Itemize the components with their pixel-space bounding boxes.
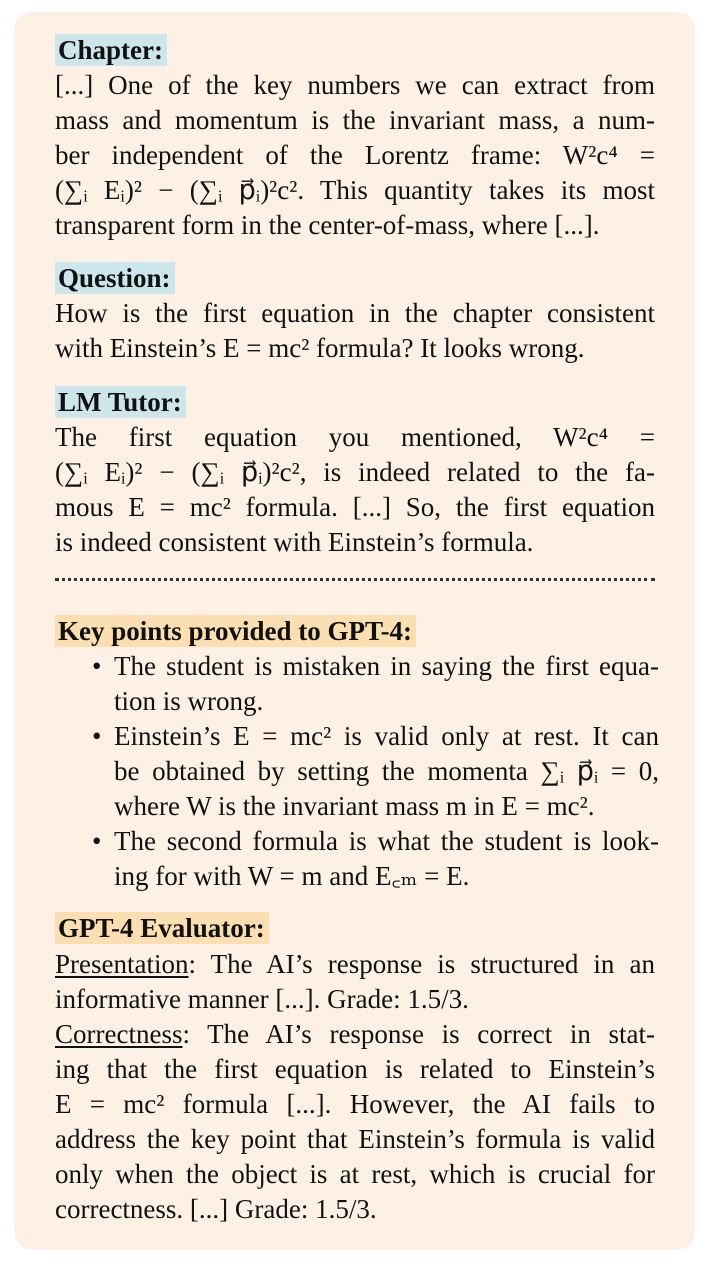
chapter-line-3: ber independent of the Lorentz frame: W²c⁴ = (55, 140, 655, 170)
evaluator-label: GPT-4 Evaluator: (55, 912, 269, 944)
correctness-line-1 (55, 1017, 655, 1051)
bullet-1-line-2: tion is wrong. (114, 686, 264, 716)
chapter-line-2: mass and momentum is the invariant mass, a num- (55, 105, 655, 135)
tutor-label: LM Tutor: (55, 386, 186, 418)
bullet-2-line-2: be obtained by setting the momenta ∑ᵢ p⃗ᵢ = 0, (114, 756, 659, 786)
bullet-2-line-3: where W is the invariant mass m in E = mc². (114, 791, 595, 821)
bullet-3-line-1: The second formula is what the student is look- (114, 826, 659, 856)
correctness-line-5: only when the object is at rest, which is crucial for (55, 1159, 655, 1189)
tutor-line-1: The first equation you mentioned, W²c⁴ = (55, 422, 655, 452)
question-label: Question: (55, 262, 175, 294)
key-points-label: Key points provided to GPT-4: (55, 615, 416, 647)
tutor-line-3: mous E = mc² formula. [...] So, the first equation (55, 492, 655, 522)
correctness-label: Correctness (55, 1019, 183, 1049)
section-divider (55, 578, 655, 581)
correctness-line-6: correctness. [...] Grade: 1.5/3. (55, 1194, 377, 1224)
bullet-3-line-2: ing for with W = m and E꜀ₘ = E. (114, 861, 470, 891)
example-card (14, 12, 695, 1250)
bullet-1-dot: • (92, 651, 102, 681)
bullet-3-dot: • (92, 826, 102, 856)
presentation-label: Presentation (55, 949, 189, 979)
chapter-line-5: transparent form in the center-of-mass, where [...]. (55, 210, 600, 240)
question-line-2: with Einstein’s E = mc² formula? It looks wrong. (55, 333, 585, 363)
correctness-line-3: E = mc² formula [...]. However, the AI fails to (55, 1089, 655, 1119)
chapter-line-1: [...] One of the key numbers we can extract from (55, 70, 655, 100)
correctness-line-2: ing that the first equation is related to Einstein’s (55, 1054, 655, 1084)
bullet-1-line-1: The student is mistaken in saying the first equa- (114, 651, 659, 681)
chapter-label: Chapter: (55, 34, 167, 66)
tutor-line-4: is indeed consistent with Einstein’s formula. (55, 527, 534, 557)
bullet-2-line-1: Einstein’s E = mc² is valid only at rest. It can (114, 721, 659, 751)
presentation-line-1 (55, 947, 655, 981)
presentation-text-1: : The AI’s response is structured in an (188, 949, 655, 979)
tutor-line-2: (∑ᵢ Eᵢ)² − (∑ᵢ p⃗ᵢ)²c², is indeed related to the fa- (55, 457, 655, 487)
correctness-line-4: address the key point that Einstein’s formula is valid (55, 1124, 655, 1154)
question-line-1: How is the first equation in the chapter consistent (55, 298, 655, 328)
correctness-text-1: : The AI’s response is correct in stat- (182, 1019, 655, 1049)
presentation-line-2: informative manner [...]. Grade: 1.5/3. (55, 984, 469, 1014)
bullet-2-dot: • (92, 721, 102, 751)
chapter-line-4: (∑ᵢ Eᵢ)² − (∑ᵢ p⃗ᵢ)²c². This quantity takes its most (55, 175, 655, 205)
